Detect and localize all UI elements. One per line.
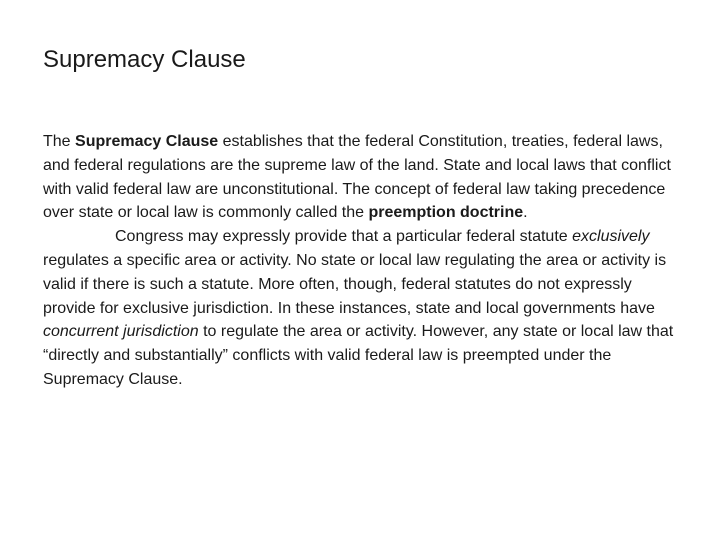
term-supremacy-clause: Supremacy Clause — [75, 133, 219, 150]
paragraph-concurrent-jurisdiction — [43, 225, 683, 392]
term-concurrent-jurisdiction: concurrent jurisdiction — [43, 323, 199, 341]
paragraph-supremacy-clause — [43, 130, 683, 225]
term-exclusively: exclusively — [572, 228, 650, 246]
paragraph2-text-2: regulates a specific area or activity. No state or local law regulating the area or activity is valid if there is such a statute. More often, though, federal statutes do not expressly provide for exclusive jurisdiction. In these instances, state and local governments have — [43, 251, 667, 317]
paragraph1-text-1: The — [43, 133, 76, 150]
paragraph1-text-3: . — [523, 204, 528, 222]
paragraph1-text-2: establishes that the federal Constitution, treaties, federal laws, and federal regulations are the supreme law of the land. State and local laws that conflict with valid federal law are unconstitutional. The concept of federal law taking precedence over state or local law is commonly called the — [43, 133, 671, 222]
slide-body — [43, 130, 683, 392]
term-preemption-doctrine: preemption doctrine — [368, 204, 524, 222]
slide-title: Supremacy Clause — [43, 46, 246, 73]
paragraph2-text-1: Congress may expressly provide that a particular federal statute — [115, 228, 573, 246]
paragraph2-text-3: to regulate the area or activity. However, any state or local law that “directly and substantially” conflicts with valid federal law is preempted under the Supremacy Clause. — [43, 323, 674, 388]
